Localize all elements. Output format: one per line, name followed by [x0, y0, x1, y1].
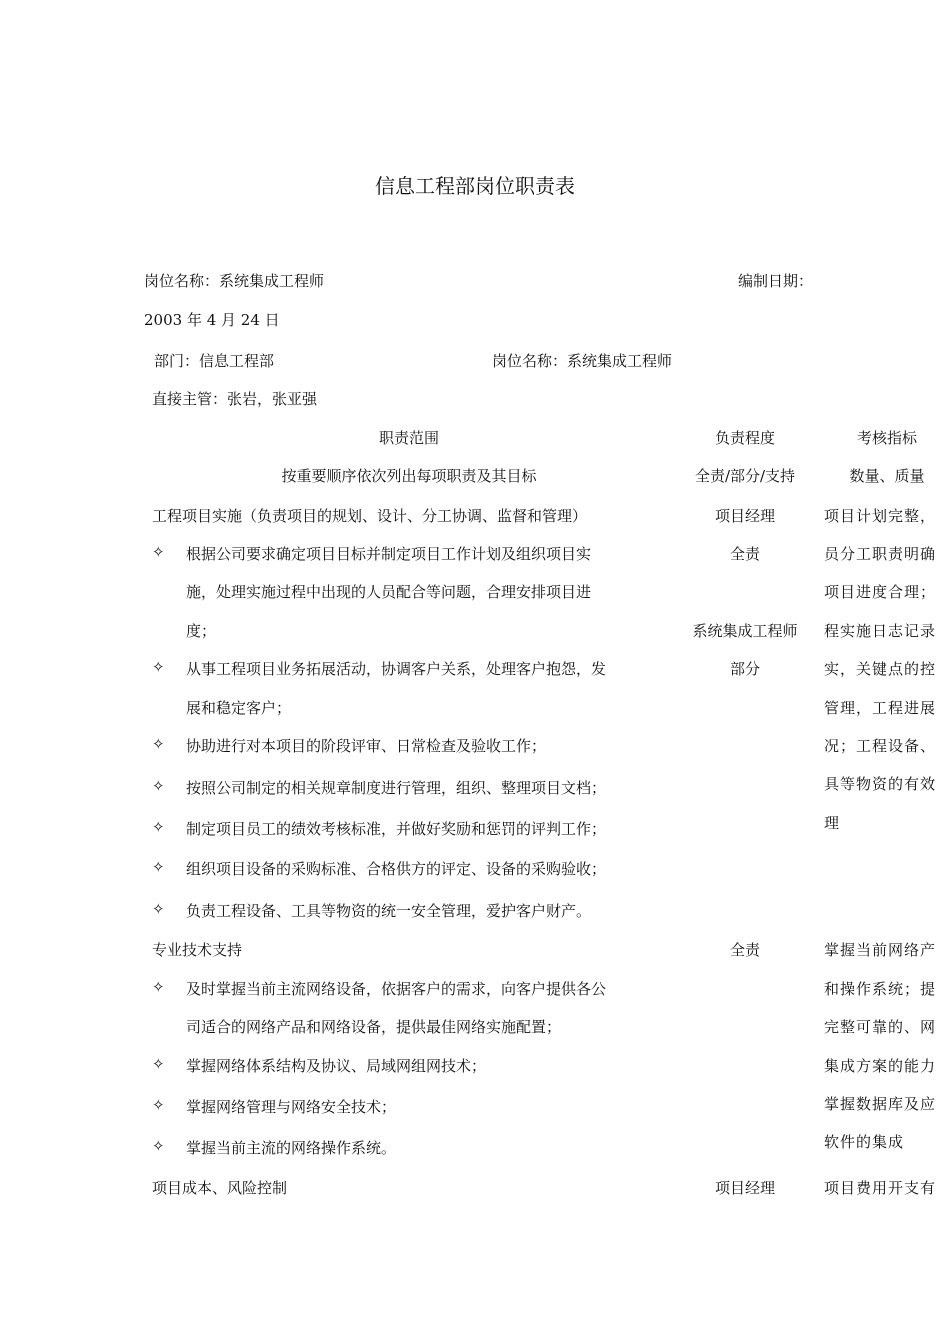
bullet-icon: ✧	[152, 543, 165, 561]
section3-degree: 项目经理	[714, 1179, 775, 1197]
section2-item3: 掌握网络管理与网络安全技术；	[186, 1098, 397, 1116]
section2-kpi-line: 和操作系统；提	[824, 980, 937, 998]
section1-item3: 协助进行对本项目的阶段评审、日常检查及验收工作；	[186, 737, 547, 755]
bullet-icon: ✧	[152, 900, 165, 918]
header-scope-sub: 按重要顺序依次列出每项职责及其目标	[281, 467, 537, 485]
bullet-icon: ✧	[152, 735, 165, 753]
section1-degree-line: 项目经理	[714, 507, 775, 525]
section1-item2-line: 展和稳定客户；	[186, 699, 292, 717]
bullet-icon: ✧	[152, 1137, 165, 1155]
section2-kpi-line: 掌握数据库及应	[824, 1095, 937, 1113]
position-label: 岗位名称：系统集成工程师	[144, 272, 325, 290]
bullet-icon: ✧	[152, 1055, 165, 1073]
header-degree-sub: 全责/部分/支持	[694, 467, 796, 485]
section1-degree-line: 全责	[729, 545, 760, 563]
bullet-icon: ✧	[152, 858, 165, 876]
section1-item1-line: 度；	[186, 622, 217, 640]
section1-kpi-line: 况；工程设备、	[824, 737, 937, 755]
header-scope: 职责范围	[378, 429, 439, 447]
section2-item1-line: 及时掌握当前主流网络设备，依据客户的需求，向客户提供各公	[186, 980, 607, 998]
date-label: 编制日期：	[738, 272, 814, 290]
section1-item6: 组织项目设备的采购标准、合格供方的评定、设备的采购验收；	[186, 860, 607, 878]
section1-kpi-line: 员分工职责明确	[824, 545, 937, 563]
section1-item2-line: 从事工程项目业务拓展活动，协调客户关系，处理客户抱怨，发	[186, 660, 607, 678]
section1-item1-line: 施，处理实施过程中出现的人员配合等问题，合理安排项目进	[186, 583, 592, 601]
section1-item4: 按照公司制定的相关规章制度进行管理，组织、整理项目文档；	[186, 779, 607, 797]
bullet-icon: ✧	[152, 658, 165, 676]
section1-item7: 负责工程设备、工具等物资的统一安全管理，爱护客户财产。	[186, 902, 592, 920]
section1-degree-line: 部分	[729, 660, 760, 678]
section2-kpi-line: 完整可靠的、网	[824, 1018, 937, 1036]
section2-kpi-line: 掌握当前网络产	[824, 941, 937, 959]
section2-item1-line: 司适合的网络产品和网络设备，提供最佳网络实施配置；	[186, 1018, 562, 1036]
page-title: 信息工程部岗位职责表	[375, 174, 575, 198]
header-kpi-sub: 数量、质量	[849, 467, 925, 485]
section1-kpi-line: 实，关键点的控	[824, 660, 937, 678]
section2-degree: 全责	[729, 941, 760, 959]
section1-degree-line: 系统集成工程师	[692, 622, 798, 640]
section2-kpi-line: 集成方案的能力	[824, 1057, 937, 1075]
section1-kpi-line: 项目进度合理；	[824, 583, 937, 601]
section1-kpi-line: 理	[824, 814, 841, 832]
header-degree: 负责程度	[714, 429, 775, 447]
bullet-icon: ✧	[152, 978, 165, 996]
section2-title: 专业技术支持	[152, 941, 243, 959]
section3-title: 项目成本、风险控制	[152, 1179, 288, 1197]
department-field: 部门：信息工程部	[154, 352, 275, 370]
section2-item2: 掌握网络体系结构及协议、局域网组网技术；	[186, 1057, 487, 1075]
bullet-icon: ✧	[152, 1096, 165, 1114]
section2-kpi-line: 软件的集成	[824, 1133, 905, 1151]
position-field: 岗位名称：系统集成工程师	[492, 352, 673, 370]
section1-item5: 制定项目员工的绩效考核标准，并做好奖励和惩罚的评判工作；	[186, 820, 607, 838]
section2-item4: 掌握当前主流的网络操作系统。	[186, 1139, 397, 1157]
header-kpi: 考核指标	[856, 429, 917, 447]
section1-kpi-line: 管理，工程进展	[824, 699, 937, 717]
section1-kpi-line: 项目计划完整，	[824, 507, 937, 525]
bullet-icon: ✧	[152, 818, 165, 836]
section3-kpi: 项目费用开支有	[824, 1179, 937, 1197]
section1-kpi-line: 程实施日志记录	[824, 622, 937, 640]
section1-item1-line: 根据公司要求确定项目目标并制定项目工作计划及组织项目实	[186, 545, 592, 563]
supervisor-field: 直接主管：张岩，张亚强	[152, 390, 318, 408]
section1-title: 工程项目实施（负责项目的规划、设计、分工协调、监督和管理）	[152, 507, 588, 525]
bullet-icon: ✧	[152, 777, 165, 795]
date-value: 2003 年 4 月 24 日	[144, 311, 280, 329]
section1-kpi-line: 具等物资的有效	[824, 775, 937, 793]
